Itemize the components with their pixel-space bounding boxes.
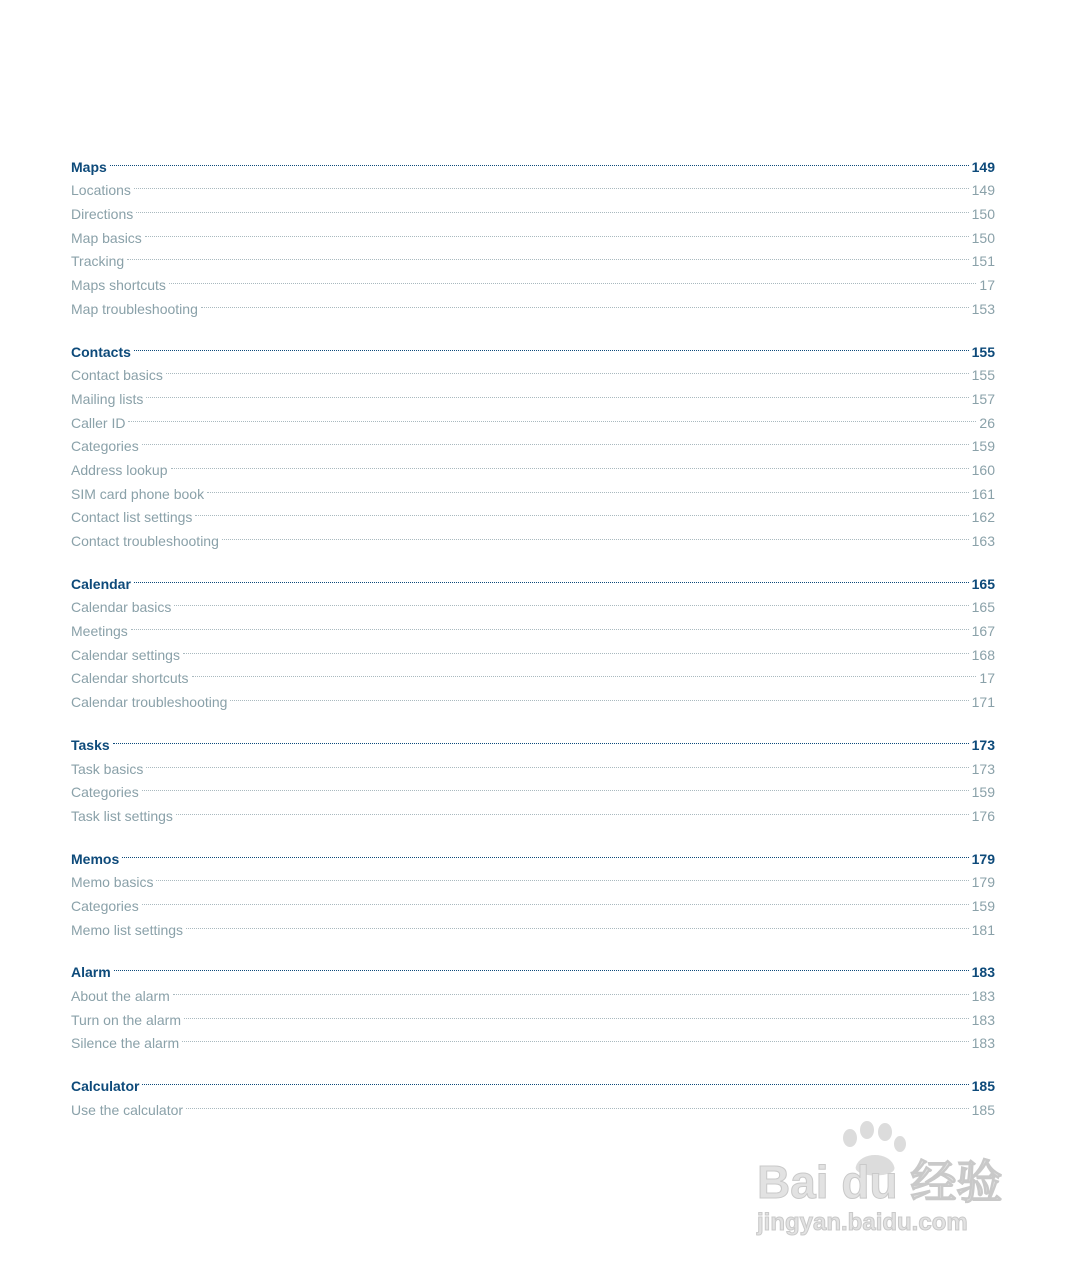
toc-entry[interactable] bbox=[71, 428, 995, 455]
page-number: 183 bbox=[971, 988, 995, 1004]
toc-label: Calendar shortcuts bbox=[71, 670, 189, 687]
page-number: 157 bbox=[971, 390, 995, 407]
page-number: 161 bbox=[971, 485, 995, 502]
table-of-contents bbox=[71, 148, 995, 1134]
dot-leader bbox=[146, 380, 968, 404]
page-number: 160 bbox=[971, 461, 995, 478]
toc-label: Contact troubleshooting bbox=[71, 533, 219, 549]
toc-entry[interactable] bbox=[71, 1025, 995, 1052]
toc-label: Turn on the alarm bbox=[71, 1011, 181, 1028]
toc-entry[interactable] bbox=[71, 219, 995, 246]
toc-label: Caller ID bbox=[71, 414, 126, 431]
toc-entry[interactable] bbox=[71, 750, 995, 777]
dot-leader bbox=[122, 840, 968, 864]
page-number: 149 bbox=[971, 158, 995, 175]
toc-entry[interactable] bbox=[71, 887, 995, 914]
toc-label: Tasks bbox=[71, 736, 110, 753]
page-number: 159 bbox=[971, 438, 995, 455]
toc-label: Tracking bbox=[71, 253, 125, 270]
toc-label: Memo basics bbox=[71, 874, 154, 891]
dot-leader bbox=[114, 954, 969, 978]
toc-entry[interactable] bbox=[71, 683, 995, 711]
page-number: 153 bbox=[971, 300, 995, 317]
page-number: 181 bbox=[971, 921, 995, 938]
toc-entry[interactable] bbox=[71, 612, 995, 640]
page-number: 185 bbox=[971, 1101, 995, 1118]
toc-section-tasks bbox=[71, 726, 995, 824]
toc-label: SIM card phone book bbox=[71, 485, 205, 502]
dot-leader bbox=[195, 499, 968, 523]
page-number: 179 bbox=[971, 850, 995, 867]
toc-heading[interactable] bbox=[71, 840, 995, 867]
toc-heading[interactable] bbox=[71, 1067, 995, 1095]
toc-label: Calendar basics bbox=[71, 599, 172, 616]
page-number: 185 bbox=[971, 1078, 995, 1095]
toc-label: Alarm bbox=[71, 964, 111, 981]
toc-entry[interactable] bbox=[71, 1001, 995, 1028]
dot-leader bbox=[134, 172, 969, 196]
page-number: 151 bbox=[971, 253, 995, 270]
dot-leader bbox=[183, 636, 969, 660]
toc-entry[interactable] bbox=[71, 404, 995, 431]
toc-entry[interactable] bbox=[71, 499, 995, 526]
toc-entry[interactable] bbox=[71, 475, 995, 502]
page-number: 179 bbox=[971, 874, 995, 891]
toc-entry[interactable] bbox=[71, 797, 995, 824]
toc-entry[interactable] bbox=[71, 911, 995, 938]
watermark-url: jingyan.baidu.com bbox=[757, 1209, 968, 1236]
page-number: 168 bbox=[971, 646, 995, 663]
toc-label: Task basics bbox=[71, 760, 144, 777]
page-number: 165 bbox=[971, 575, 995, 592]
page-number: 167 bbox=[971, 623, 995, 640]
toc-label: Use the calculator bbox=[71, 1101, 184, 1118]
dot-leader bbox=[134, 333, 969, 357]
dot-leader bbox=[192, 660, 977, 684]
toc-label: Silence the alarm bbox=[71, 1035, 180, 1052]
toc-section-maps bbox=[71, 148, 995, 317]
toc-label: Contact list settings bbox=[71, 509, 193, 526]
toc-entry[interactable] bbox=[71, 864, 995, 891]
dot-leader bbox=[166, 357, 969, 381]
toc-entry[interactable] bbox=[71, 636, 995, 663]
dot-leader bbox=[207, 475, 969, 499]
dot-leader bbox=[142, 774, 969, 798]
toc-entry[interactable] bbox=[71, 172, 995, 199]
toc-label: Maps shortcuts bbox=[71, 277, 166, 294]
dot-leader bbox=[156, 864, 968, 888]
page-number: 173 bbox=[971, 760, 995, 777]
dot-leader bbox=[127, 243, 968, 267]
dot-leader bbox=[128, 404, 976, 428]
page-number: 171 bbox=[971, 694, 995, 711]
dot-leader bbox=[186, 1091, 969, 1115]
toc-label: Categories bbox=[71, 438, 139, 455]
dot-leader bbox=[230, 683, 968, 707]
toc-label: Maps bbox=[71, 158, 107, 175]
dot-leader bbox=[186, 911, 969, 935]
toc-label: Directions bbox=[71, 206, 134, 223]
dot-leader bbox=[173, 977, 969, 1001]
page-number: 17 bbox=[979, 670, 995, 687]
page-number: 183 bbox=[971, 1035, 995, 1052]
dot-leader bbox=[171, 451, 969, 475]
toc-label: Memos bbox=[71, 850, 120, 867]
dot-leader bbox=[146, 750, 968, 774]
toc-label: Calendar settings bbox=[71, 646, 180, 663]
dot-leader bbox=[110, 148, 969, 172]
toc-entry[interactable] bbox=[71, 243, 995, 270]
dot-leader bbox=[134, 565, 969, 589]
page-number: 173 bbox=[971, 736, 995, 753]
toc-label: Address lookup bbox=[71, 461, 168, 478]
toc-entry[interactable] bbox=[71, 357, 995, 384]
page-number: 155 bbox=[971, 367, 995, 384]
toc-heading[interactable] bbox=[71, 148, 995, 175]
page-number: 183 bbox=[971, 964, 995, 981]
page-number: 26 bbox=[979, 414, 995, 431]
watermark-brand: Bai du 经验 bbox=[757, 1156, 1003, 1208]
toc-entry[interactable] bbox=[71, 589, 995, 616]
page-number: 149 bbox=[971, 182, 995, 199]
toc-label: Calendar bbox=[71, 575, 131, 592]
toc-label: Meetings bbox=[71, 623, 128, 640]
dot-leader bbox=[222, 522, 969, 546]
baidu-watermark bbox=[755, 1118, 1005, 1238]
toc-section-contacts bbox=[71, 333, 995, 549]
page-number: 159 bbox=[971, 897, 995, 914]
toc-label: Calculator bbox=[71, 1078, 140, 1095]
toc-heading[interactable] bbox=[71, 954, 995, 981]
page-number: 150 bbox=[971, 229, 995, 246]
dot-leader bbox=[142, 887, 969, 911]
toc-label: Contacts bbox=[71, 343, 131, 360]
page-number: 163 bbox=[971, 533, 995, 549]
toc-label: Locations bbox=[71, 182, 131, 199]
page-number: 155 bbox=[971, 343, 995, 360]
toc-label: Categories bbox=[71, 784, 139, 801]
toc-heading[interactable] bbox=[71, 333, 995, 360]
page-number: 165 bbox=[971, 599, 995, 616]
toc-entry[interactable] bbox=[71, 1091, 995, 1118]
dot-leader bbox=[136, 195, 968, 219]
dot-leader bbox=[142, 1067, 968, 1091]
dot-leader bbox=[169, 266, 976, 290]
toc-label: Contact basics bbox=[71, 367, 163, 384]
toc-entry[interactable] bbox=[71, 380, 995, 407]
toc-entry[interactable] bbox=[71, 290, 995, 317]
toc-entry[interactable] bbox=[71, 660, 995, 687]
toc-entry[interactable] bbox=[71, 266, 995, 294]
toc-section-alarm bbox=[71, 954, 995, 1052]
toc-label: Categories bbox=[71, 897, 139, 914]
toc-entry[interactable] bbox=[71, 451, 995, 478]
toc-label: About the alarm bbox=[71, 988, 170, 1004]
dot-leader bbox=[201, 290, 969, 314]
toc-entry[interactable] bbox=[71, 522, 995, 549]
dot-leader bbox=[142, 428, 969, 452]
toc-entry[interactable] bbox=[71, 195, 995, 223]
toc-label: Map troubleshooting bbox=[71, 300, 198, 317]
toc-section-memos bbox=[71, 840, 995, 938]
dot-leader bbox=[184, 1001, 969, 1025]
toc-heading[interactable] bbox=[71, 726, 995, 753]
toc-label: Task list settings bbox=[71, 807, 173, 824]
toc-label: Memo list settings bbox=[71, 921, 184, 938]
page-number: 150 bbox=[971, 206, 995, 223]
toc-label: Calendar troubleshooting bbox=[71, 694, 228, 711]
dot-leader bbox=[176, 797, 969, 821]
page-number: 17 bbox=[979, 277, 995, 294]
page-number: 176 bbox=[971, 807, 995, 824]
page-number: 183 bbox=[971, 1011, 995, 1028]
dot-leader bbox=[131, 612, 969, 636]
dot-leader bbox=[182, 1025, 968, 1049]
page-number: 162 bbox=[971, 509, 995, 526]
toc-label: Mailing lists bbox=[71, 390, 144, 407]
dot-leader bbox=[174, 589, 968, 613]
toc-entry[interactable] bbox=[71, 977, 995, 1004]
toc-heading[interactable] bbox=[71, 565, 995, 592]
dot-leader bbox=[113, 726, 969, 750]
toc-label: Map basics bbox=[71, 229, 142, 246]
page-number: 159 bbox=[971, 784, 995, 801]
toc-section-calendar bbox=[71, 565, 995, 711]
dot-leader bbox=[145, 219, 969, 243]
toc-entry[interactable] bbox=[71, 774, 995, 801]
toc-section-calculator bbox=[71, 1067, 995, 1118]
